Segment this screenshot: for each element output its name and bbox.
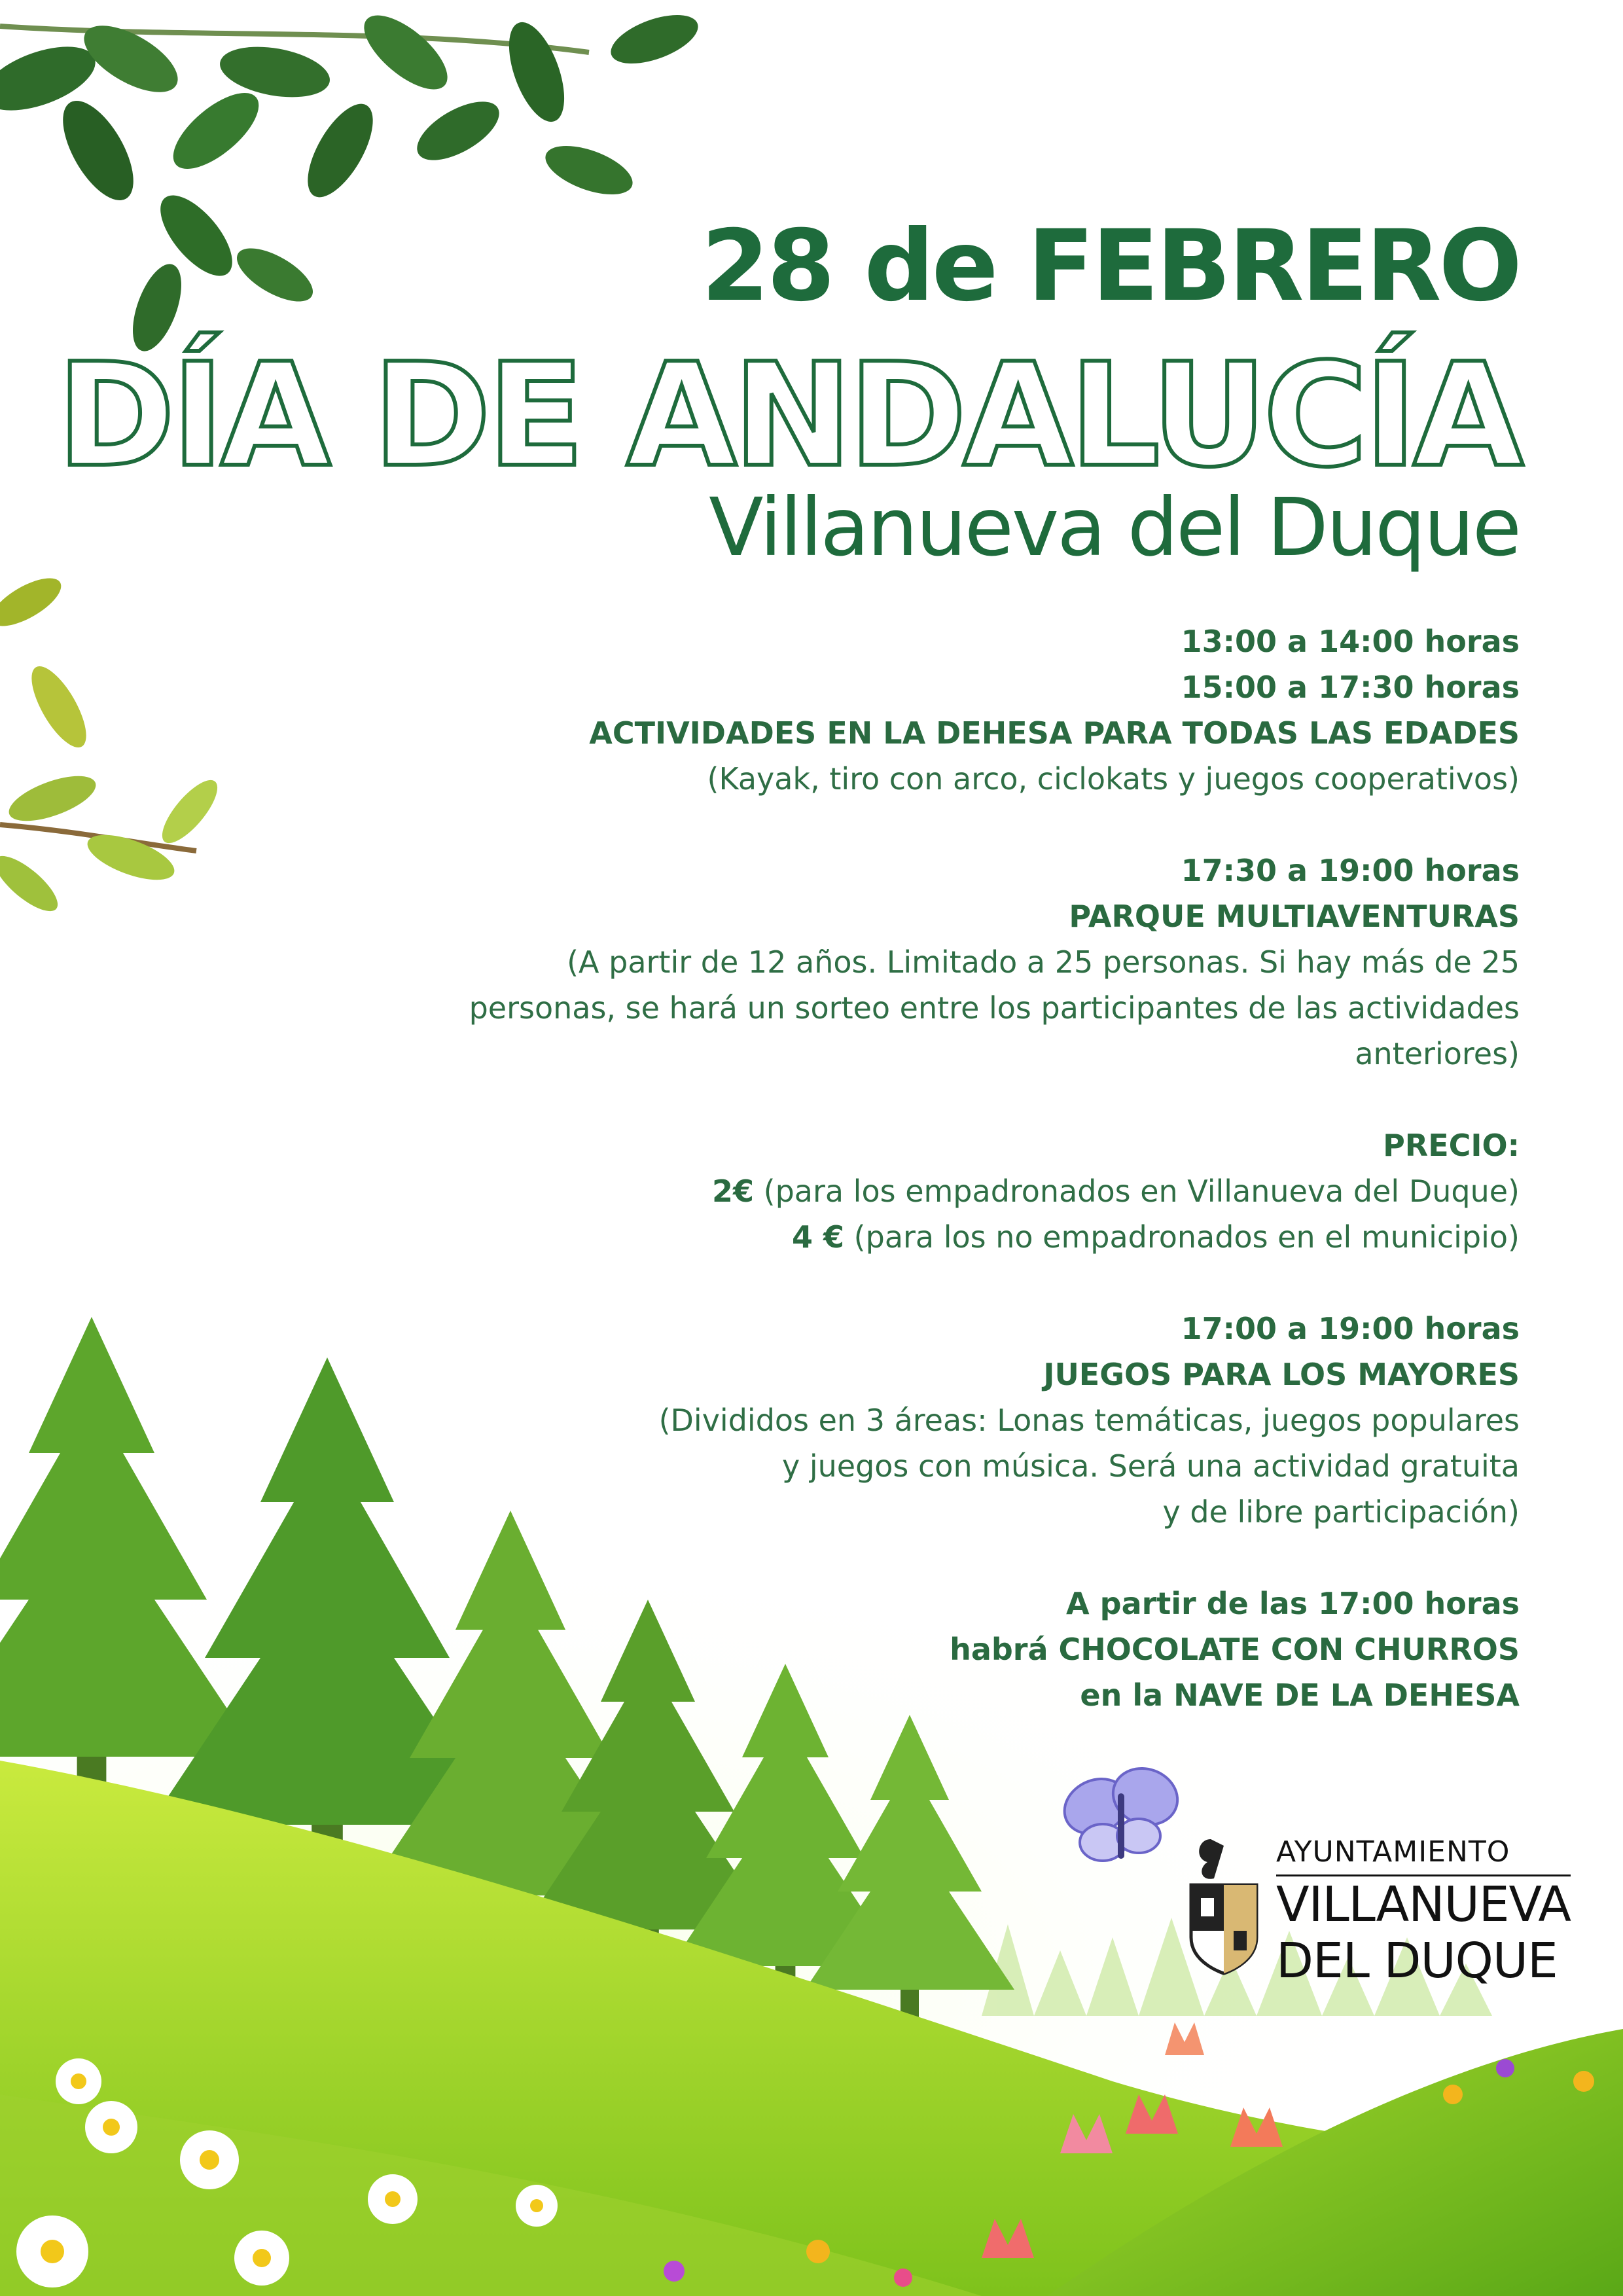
activity-name: ACTIVIDADES EN LA DEHESA PARA TODAS LAS EDADES [589,715,1520,751]
activity-name: PARQUE MULTIAVENTURAS [1069,899,1520,934]
activity-name: JUEGOS PARA LOS MAYORES [1043,1357,1520,1392]
price-heading: PRECIO: [1383,1128,1520,1163]
price-description: (para los empadronados en Villanueva del Duque) [763,1174,1520,1209]
activity-mayores [276,1306,1520,1535]
price-amount: 4 € [792,1219,845,1255]
closing-line: A partir de las 17:00 horas [1066,1586,1520,1621]
town-subtitle: Villanueva del Duque [709,481,1520,574]
activity-time: 17:30 a 19:00 horas [1181,853,1520,888]
activity-time: 15:00 a 17:30 horas [1181,670,1520,705]
activity-multiaventuras [276,848,1520,1077]
event-title-text: DÍA DE ANDALUCÍA [56,333,1520,499]
municipal-logo-text [1276,1833,1571,1989]
activity-description-line: (A partir de 12 años. Limitado a 25 personas. Si hay más de 25 [567,944,1520,980]
event-date: 28 de FEBRERO [701,209,1520,323]
activity-dehesa [276,619,1520,802]
activity-description-line: (Divididos en 3 áreas: Lonas temáticas, juegos populares [658,1403,1520,1438]
activity-description-line: personas, se hará un sorteo entre los participantes de las actividades [469,990,1520,1026]
butterfly-icon [1060,1761,1185,1878]
price-description: (para los no empadronados en el municipio) [853,1219,1520,1255]
municipal-coat-of-arms-icon [1185,1833,1263,1977]
closing-announcement [276,1581,1520,1718]
logo-line-ayuntamiento: AYUNTAMIENTO [1276,1833,1571,1876]
closing-line: habrá CHOCOLATE CON CHURROS [950,1632,1520,1667]
event-title [56,331,1520,499]
price-line [276,1168,1520,1214]
activity-time: 13:00 a 14:00 horas [1181,624,1520,659]
activity-description-line: y de libre participación) [1162,1494,1520,1530]
activity-description: (Kayak, tiro con arco, ciclokats y juegos cooperativos) [707,761,1520,797]
logo-line-del-duque: DEL DUQUE [1276,1933,1558,1989]
activity-description-line: anteriores) [1355,1036,1520,1071]
price-line [276,1214,1520,1260]
logo-line-villanueva: VILLANUEVA [1276,1876,1571,1933]
price-amount: 2€ [711,1174,754,1209]
activity-description-line: y juegos con música. Será una actividad gratuita [782,1448,1520,1484]
price-section [276,1122,1520,1260]
activity-time: 17:00 a 19:00 horas [1181,1311,1520,1346]
closing-line: en la NAVE DE LA DEHESA [1080,1677,1520,1713]
